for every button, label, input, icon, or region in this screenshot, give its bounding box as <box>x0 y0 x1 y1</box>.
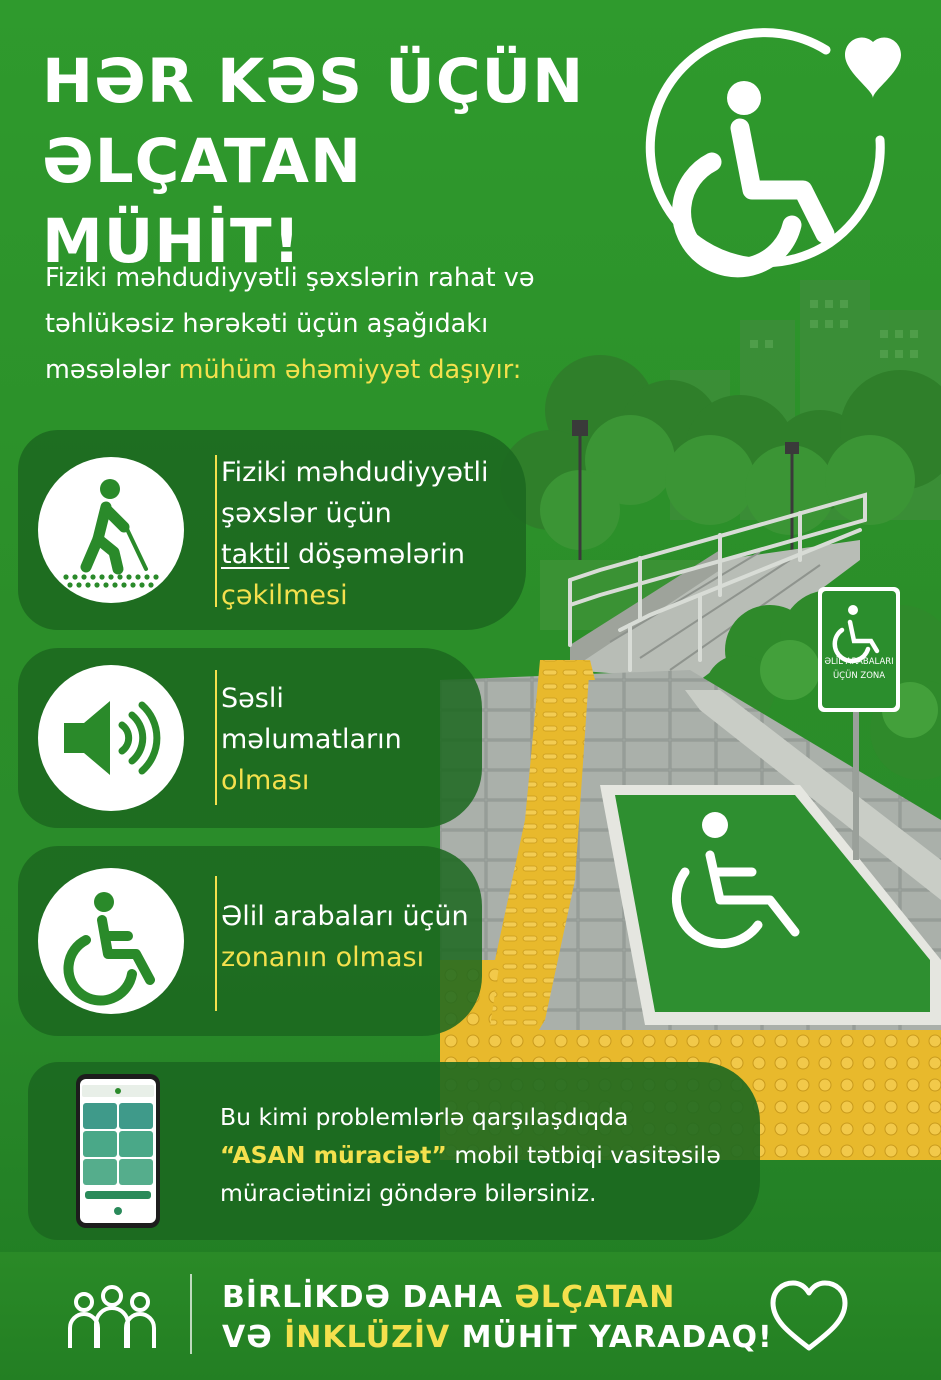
card3-line-1: Əlil arabaları üçün <box>221 901 469 932</box>
footer-band <box>0 1252 941 1380</box>
card3-highlight: zonanın olması <box>221 942 425 973</box>
card-icon-circle <box>38 665 184 811</box>
slogan-line-2 <box>222 1318 773 1358</box>
footer-slogan <box>222 1278 773 1358</box>
card-text <box>220 1098 721 1212</box>
card4-line-3: müraciətinizi göndərə bilərsiniz. <box>220 1179 597 1207</box>
speaker-sound-icon <box>38 665 184 811</box>
slogan-2a: VƏ <box>222 1320 285 1355</box>
intro-highlight: mühüm əhəmiyyət daşıyır: <box>178 355 522 385</box>
slogan-line-1 <box>222 1278 773 1318</box>
mobile-app-icon <box>75 1073 161 1229</box>
card1-line-3 <box>221 534 489 575</box>
card4-line-1: Bu kimi problemlərlə qarşılaşdıqda <box>220 1103 629 1131</box>
asan-app-name: “ASAN müraciət” <box>220 1141 447 1169</box>
card1-line-1: Fiziki məhdudiyyətli <box>221 457 489 488</box>
card2-line-2: məlumatların <box>221 724 402 755</box>
card1-line-2: şəxslər üçün <box>221 498 392 529</box>
intro-line-3-plain: məsələlər <box>45 355 179 385</box>
card-icon-circle <box>38 457 184 603</box>
card-tactile-flooring <box>18 430 526 630</box>
card-text <box>221 452 489 616</box>
card-text <box>221 896 469 978</box>
title-line-1: HƏR KƏS ÜÇÜN <box>42 46 585 117</box>
card1-underlined: taktil <box>221 539 290 570</box>
card-divider <box>215 670 217 805</box>
slogan-1a: BİRLİKDƏ DAHA <box>222 1280 515 1315</box>
sign-line-1: ƏLİL ARABALARI <box>824 657 894 667</box>
wheelchair-zone-sign <box>818 655 900 683</box>
wheelchair-icon <box>38 868 184 1014</box>
card-divider <box>215 876 217 1011</box>
card-asan-app <box>28 1062 760 1240</box>
card1-line-3-rest: döşəmələrin <box>289 539 466 570</box>
card-divider <box>215 455 217 607</box>
page-title <box>42 42 642 282</box>
footer-divider <box>190 1274 192 1354</box>
card4-line-2 <box>220 1136 721 1174</box>
walking-cane-tactile-icon <box>38 457 184 603</box>
slogan-2b: İNKLÜZİV <box>284 1320 451 1355</box>
people-group-icon <box>62 1282 162 1352</box>
title-line-2: ƏLÇATAN MÜHİT! <box>42 126 363 277</box>
intro-line-2: təhlükəsiz hərəkəti üçün aşağıdakı <box>45 309 489 339</box>
wheelchair-heart-icon <box>640 20 910 310</box>
card-wheelchair-zone <box>18 846 482 1036</box>
slogan-1b: ƏLÇATAN <box>514 1280 676 1315</box>
card2-line-1: Səsli <box>221 683 284 714</box>
card4-line-2-rest: mobil tətbiqi vasitəsilə <box>446 1141 721 1169</box>
intro-text <box>45 255 645 393</box>
intro-line-3 <box>45 347 645 393</box>
intro-line-1: Fiziki məhdudiyyətli şəxslərin rahat və <box>45 263 535 293</box>
card-audio-info <box>18 648 482 828</box>
card-icon-circle <box>38 868 184 1014</box>
card1-highlight: çəkilmesi <box>221 580 348 611</box>
slogan-2c: MÜHİT YARADAQ! <box>450 1320 773 1355</box>
card-text <box>221 678 402 801</box>
accessible-park-scene <box>440 260 941 1160</box>
sign-line-2: ÜÇÜN ZONA <box>832 671 886 681</box>
heart-outline-icon <box>768 1278 850 1354</box>
card2-highlight: olması <box>221 765 310 796</box>
